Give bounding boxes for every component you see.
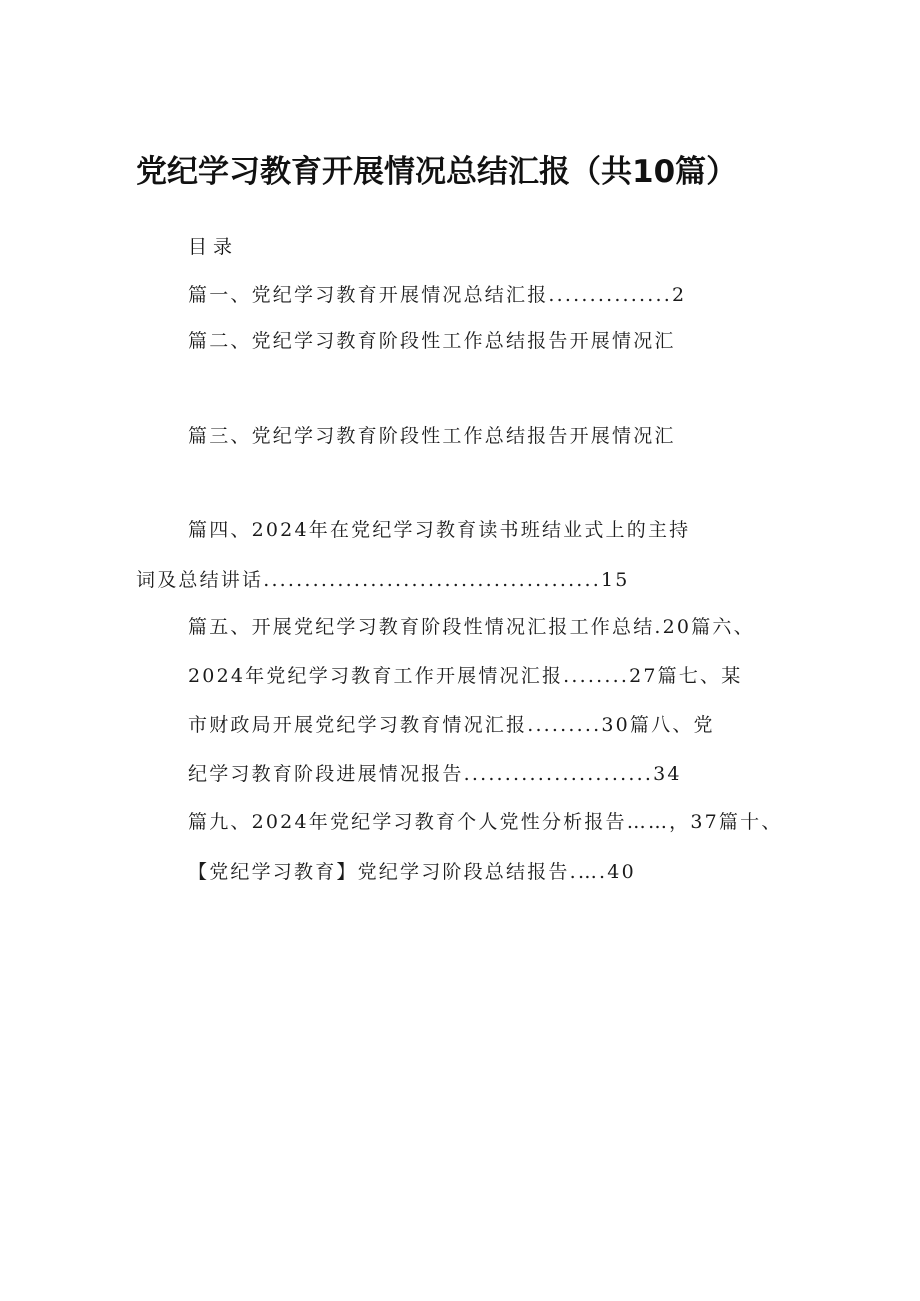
toc-entry[interactable]: 篇一、党纪学习教育开展情况总结汇报...............2 [188, 284, 687, 306]
toc-entry[interactable]: 篇三、党纪学习教育阶段性工作总结报告开展情况汇 [188, 425, 676, 447]
toc-entry[interactable]: 篇四、2024年在党纪学习教育读书班结业式上的主持 [188, 519, 691, 541]
document-title: 党纪学习教育开展情况总结汇报（共10篇） [136, 154, 738, 190]
toc-heading: 目录 [188, 236, 239, 258]
toc-entry[interactable]: 【党纪学习教育】党纪学习阶段总结报告.….40 [188, 861, 636, 883]
toc-entry[interactable]: 篇五、开展党纪学习教育阶段性情况汇报工作总结.20篇六、 [188, 616, 755, 638]
toc-entry[interactable]: 市财政局开展党纪学习教育情况汇报.........30篇八、党 [188, 714, 715, 736]
toc-entry[interactable]: 2024年党纪学习教育工作开展情况汇报........27篇七、某 [188, 665, 743, 687]
toc-entry[interactable]: 篇九、2024年党纪学习教育个人党性分析报告……，37篇十、 [188, 811, 783, 833]
toc-entry[interactable]: 纪学习教育阶段进展情况报告.......................34 [188, 763, 682, 785]
toc-entry-continuation[interactable]: 词及总结讲话.........................................15 [136, 569, 630, 591]
toc-entry[interactable]: 篇二、党纪学习教育阶段性工作总结报告开展情况汇 [188, 330, 676, 352]
